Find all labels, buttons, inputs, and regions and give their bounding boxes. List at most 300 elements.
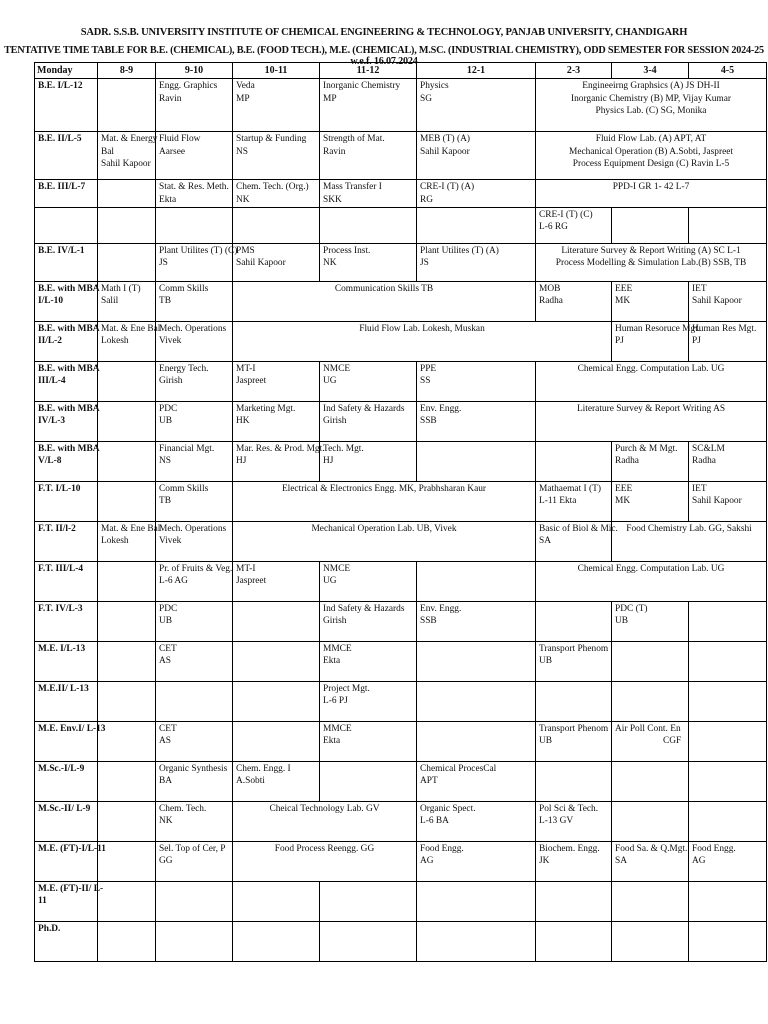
lecture-cell bbox=[320, 762, 417, 802]
cell-line: Energy Tech. bbox=[159, 364, 209, 374]
lecture-cell bbox=[156, 362, 233, 402]
cell-line: Fluid Flow Lab. Lokesh, Muskan bbox=[359, 324, 485, 334]
cell-line: Sahil Kapoor bbox=[420, 146, 470, 157]
lecture-cell bbox=[417, 402, 536, 442]
lecture-cell bbox=[417, 722, 536, 762]
lecture-cell bbox=[536, 482, 612, 522]
cell-line: UG bbox=[323, 576, 337, 587]
class-label bbox=[35, 79, 98, 132]
cell-line: Ravin bbox=[159, 93, 182, 104]
cell-line: Physics Lab. (C) SG, Monika bbox=[595, 106, 707, 116]
slot-header: 12-1 bbox=[417, 63, 536, 79]
lecture-cell bbox=[156, 322, 233, 362]
cell-line: CGF bbox=[663, 736, 682, 747]
cell-line: MK bbox=[615, 496, 631, 507]
cell-line: Mech. Operations bbox=[159, 324, 227, 334]
class-label-line: I/L-10 bbox=[38, 296, 64, 307]
class-label bbox=[35, 922, 98, 962]
lecture-cell bbox=[98, 802, 156, 842]
lecture-cell bbox=[156, 402, 233, 442]
class-label-line: F.T. II/l-2 bbox=[38, 524, 76, 534]
cell-line: Mar. Res. & Prod. Mgt. bbox=[236, 444, 325, 454]
merged-lab-cell bbox=[233, 322, 612, 362]
lecture-cell bbox=[536, 602, 612, 642]
lecture-cell bbox=[156, 882, 233, 922]
lecture-cell bbox=[98, 282, 156, 322]
lecture-cell bbox=[233, 244, 320, 282]
cell-line: NK bbox=[236, 194, 250, 205]
cell-line: Ravin bbox=[323, 146, 346, 157]
cell-line: Chemical ProcesCal bbox=[420, 764, 497, 774]
cell-line: EEE bbox=[615, 484, 633, 494]
class-label-line: IV/L-3 bbox=[38, 416, 66, 427]
cell-line: TB bbox=[159, 296, 171, 307]
lecture-cell bbox=[233, 602, 320, 642]
cell-line: Plant Utilites (T) (C) bbox=[159, 246, 238, 256]
lecture-cell bbox=[156, 562, 233, 602]
cell-line: Chem. Engg. I bbox=[236, 764, 291, 774]
cell-line: Process Equipment Design (C) Ravin L-5 bbox=[572, 159, 730, 169]
class-label bbox=[35, 132, 98, 180]
cell-line: SSB bbox=[420, 616, 437, 627]
lecture-cell bbox=[98, 562, 156, 602]
cell-line: Comm Skills bbox=[159, 484, 209, 494]
lecture-cell bbox=[417, 602, 536, 642]
lecture-cell bbox=[320, 882, 417, 922]
lecture-cell bbox=[320, 722, 417, 762]
cell-line: Project Mgt. bbox=[323, 684, 370, 694]
lecture-cell bbox=[417, 79, 536, 132]
cell-line: Food Chemistry Lab. GG, Sakshi bbox=[626, 524, 752, 534]
cell-line: Chem. Tech. (Org.) bbox=[236, 182, 309, 193]
merged-lab-cell bbox=[536, 132, 767, 180]
lecture-cell bbox=[156, 722, 233, 762]
lecture-cell bbox=[612, 482, 689, 522]
lecture-cell bbox=[689, 208, 767, 244]
cell-line: HK bbox=[236, 416, 250, 427]
merged-lab-cell bbox=[233, 522, 536, 562]
lecture-cell bbox=[536, 442, 612, 482]
cell-line: A.Sobti bbox=[236, 776, 265, 787]
cell-line: Food Engg. bbox=[420, 844, 464, 854]
table-row bbox=[35, 208, 767, 244]
class-label-line: III/L-4 bbox=[38, 376, 66, 387]
class-label bbox=[35, 602, 98, 642]
cell-line: Food Engg. bbox=[692, 844, 736, 854]
lecture-cell bbox=[612, 802, 689, 842]
lecture-cell bbox=[417, 642, 536, 682]
cell-line: PJ bbox=[692, 336, 701, 347]
lecture-cell bbox=[417, 180, 536, 208]
lecture-cell bbox=[612, 882, 689, 922]
cell-line: UB bbox=[159, 616, 173, 627]
table-row bbox=[35, 562, 767, 602]
class-label-line: 11 bbox=[38, 896, 47, 907]
lecture-cell bbox=[98, 762, 156, 802]
cell-line: Engineeirng Graphsics (A) JS DH-II bbox=[582, 81, 720, 92]
class-label bbox=[35, 322, 98, 362]
lecture-cell bbox=[156, 802, 233, 842]
cell-line: Literature Survey & Report Writing AS bbox=[576, 404, 726, 414]
cell-line: HJ bbox=[236, 456, 247, 467]
cell-line: Sahil Kapoor bbox=[236, 258, 286, 269]
cell-line: Radha bbox=[539, 296, 563, 307]
class-label bbox=[35, 180, 98, 208]
lecture-cell bbox=[156, 208, 233, 244]
lecture-cell bbox=[536, 842, 612, 882]
class-label-line: M.E. (FT)-I/L-11 bbox=[38, 844, 106, 854]
lecture-cell bbox=[320, 79, 417, 132]
class-label bbox=[35, 642, 98, 682]
cell-line: RG bbox=[420, 194, 434, 205]
cell-line: Marketing Mgt. bbox=[236, 404, 296, 414]
lecture-cell bbox=[417, 882, 536, 922]
header-row bbox=[35, 63, 767, 79]
lecture-cell bbox=[233, 762, 320, 802]
lecture-cell bbox=[98, 842, 156, 882]
table-row bbox=[35, 762, 767, 802]
cell-line: Math I (T) bbox=[101, 284, 141, 294]
merged-lab-cell bbox=[536, 244, 767, 282]
lecture-cell bbox=[612, 282, 689, 322]
cell-line: Food Sa. & Q.Mgt. bbox=[615, 844, 688, 854]
lecture-cell bbox=[156, 244, 238, 282]
cell-line: L-11 Ekta bbox=[539, 496, 577, 507]
cell-line: NMCE bbox=[323, 564, 351, 574]
lecture-cell bbox=[320, 562, 417, 602]
lecture-cell bbox=[98, 482, 156, 522]
timetable-subtitle: TENTATIVE TIME TABLE FOR B.E. (CHEMICAL), B.E. (FOOD TECH.), M.E. (CHEMICAL), M.SC. (INDUSTRIAL CHEMISTRY), ODD SEMESTER FOR SESSION 2024-25 w.e.f. 16.07.2024 bbox=[4, 45, 764, 67]
lecture-cell bbox=[320, 132, 417, 180]
cell-line: Electrical & Electronics Engg. MK, Prabhsharan Kaur bbox=[281, 484, 487, 494]
cell-line: Process Inst. bbox=[323, 246, 371, 256]
lecture-cell bbox=[536, 522, 618, 562]
class-label-line: B.E. with MBA bbox=[38, 284, 100, 294]
lecture-cell bbox=[689, 282, 767, 322]
lecture-cell bbox=[320, 362, 417, 402]
cell-line: PMS bbox=[236, 246, 255, 256]
cell-line: Mechanical Operation Lab. UB, Vivek bbox=[311, 524, 457, 534]
lecture-cell bbox=[233, 722, 320, 762]
slot-header: 10-11 bbox=[233, 63, 320, 79]
cell-line: Startup & Funding bbox=[236, 134, 307, 145]
cell-line: Lokesh bbox=[101, 336, 129, 347]
cell-line: CET bbox=[159, 644, 177, 654]
lecture-cell bbox=[536, 282, 612, 322]
lecture-cell bbox=[98, 922, 156, 962]
lecture-cell bbox=[689, 642, 767, 682]
table-row bbox=[35, 132, 767, 180]
cell-line: L-6 AG bbox=[159, 576, 188, 587]
merged-lab-cell bbox=[536, 362, 767, 402]
cell-line: MT-I bbox=[236, 364, 256, 374]
slot-header: 4-5 bbox=[689, 63, 767, 79]
lecture-cell bbox=[98, 442, 156, 482]
cell-line: MP bbox=[323, 93, 337, 104]
table-row bbox=[35, 282, 767, 322]
cell-line: MP bbox=[236, 93, 250, 104]
slot-header: 9-10 bbox=[156, 63, 233, 79]
cell-line: Mech. Operations bbox=[159, 524, 227, 534]
lecture-cell bbox=[417, 132, 536, 180]
lecture-cell bbox=[417, 442, 536, 482]
cell-line: Organic Synthesis bbox=[159, 764, 228, 774]
cell-line: MMCE bbox=[323, 644, 352, 654]
lecture-cell bbox=[417, 208, 536, 244]
cell-line: Sel. Top of Cer, P bbox=[159, 844, 226, 854]
merged-lab-cell bbox=[233, 842, 417, 882]
cell-line: Fluid Flow Lab. (A) APT, AT bbox=[595, 134, 707, 145]
lecture-cell bbox=[98, 79, 156, 132]
cell-line: AS bbox=[159, 656, 171, 667]
cell-line: Physics bbox=[420, 81, 449, 92]
table-row bbox=[35, 180, 767, 208]
cell-line: SS bbox=[420, 376, 431, 387]
cell-line: L-13 GV bbox=[539, 816, 574, 827]
cell-line: Purch & M Mgt. bbox=[615, 444, 678, 454]
cell-line: Jaspreet bbox=[236, 376, 267, 387]
cell-line: Env. Engg. bbox=[420, 404, 462, 414]
lecture-cell bbox=[689, 802, 767, 842]
table-row bbox=[35, 522, 767, 562]
lecture-cell bbox=[233, 882, 320, 922]
timetable-body bbox=[35, 79, 767, 962]
cell-line: Chemical Engg. Computation Lab. UG bbox=[577, 564, 725, 574]
lecture-cell bbox=[98, 642, 156, 682]
cell-line: Salil bbox=[101, 296, 119, 307]
class-label-line: B.E. with MBA bbox=[38, 364, 100, 374]
lecture-cell bbox=[156, 482, 233, 522]
cell-line: Pol Sci & Tech. bbox=[539, 804, 599, 814]
class-label bbox=[35, 442, 98, 482]
class-label-line: B.E. with MBA bbox=[38, 404, 100, 414]
cell-line: Chemical Engg. Computation Lab. UG bbox=[577, 364, 725, 374]
table-row bbox=[35, 402, 767, 442]
lecture-cell bbox=[536, 642, 612, 682]
lecture-cell bbox=[98, 402, 156, 442]
lecture-cell bbox=[612, 208, 689, 244]
lecture-cell bbox=[689, 482, 767, 522]
lecture-cell bbox=[233, 402, 320, 442]
lecture-cell bbox=[156, 642, 233, 682]
cell-line: Basic of Biol & Mic. bbox=[539, 524, 618, 534]
lecture-cell bbox=[320, 244, 417, 282]
table-row bbox=[35, 802, 767, 842]
table-row bbox=[35, 244, 767, 282]
lecture-cell bbox=[98, 882, 156, 922]
lecture-cell bbox=[612, 322, 701, 362]
cell-line: Transport Phenom bbox=[539, 724, 609, 734]
lecture-cell bbox=[233, 362, 320, 402]
lecture-cell bbox=[417, 244, 536, 282]
cell-line: Inorganic Chemistry bbox=[323, 81, 401, 92]
cell-line: JS bbox=[159, 258, 168, 269]
lecture-cell bbox=[320, 402, 417, 442]
lecture-cell bbox=[417, 362, 536, 402]
lecture-cell bbox=[156, 282, 233, 322]
class-label-line: B.E. I/L-12 bbox=[38, 81, 83, 92]
cell-line: Human Res Mgt. bbox=[692, 324, 757, 334]
cell-line: NS bbox=[159, 456, 171, 467]
class-label-line: M.E.II/ L-13 bbox=[38, 684, 89, 694]
cell-line: Ekta bbox=[159, 194, 177, 205]
cell-line: UB bbox=[539, 736, 553, 747]
cell-line: Air Poll Cont. En bbox=[615, 724, 681, 734]
cell-line: UB bbox=[159, 416, 173, 427]
class-label bbox=[35, 882, 104, 922]
lecture-cell bbox=[612, 602, 689, 642]
cell-line: PDC bbox=[159, 604, 178, 614]
cell-line: Mass Transfer I bbox=[323, 182, 382, 193]
cell-line: Mechanical Operation (B) A.Sobti, Jaspreet bbox=[568, 146, 734, 157]
cell-line: PDC (T) bbox=[615, 604, 648, 614]
cell-line: SKK bbox=[323, 194, 342, 205]
lecture-cell bbox=[98, 362, 156, 402]
cell-line: PJ bbox=[615, 336, 624, 347]
cell-line: Girish bbox=[323, 616, 347, 627]
class-label-line: M.Sc.-II/ L-9 bbox=[38, 804, 91, 814]
lecture-cell bbox=[320, 642, 417, 682]
lecture-cell bbox=[156, 842, 233, 882]
class-label bbox=[35, 762, 98, 802]
class-label bbox=[35, 682, 98, 722]
cell-line: Fluid Flow bbox=[159, 134, 201, 145]
lecture-cell bbox=[156, 79, 233, 132]
cell-line: IET bbox=[692, 484, 707, 494]
class-label bbox=[35, 802, 98, 842]
slot-header: 3-4 bbox=[612, 63, 689, 79]
class-label bbox=[35, 402, 98, 442]
cell-line: NK bbox=[159, 816, 173, 827]
cell-line: Sahil Kapoor bbox=[692, 296, 742, 307]
table-row bbox=[35, 79, 767, 132]
cell-line: MK bbox=[615, 296, 631, 307]
cell-line: Literature Survey & Report Writing (A) SC L-1 bbox=[561, 246, 741, 256]
cell-line: Girish bbox=[323, 416, 347, 427]
table-row bbox=[35, 602, 767, 642]
cell-line: CRE-I (T) (A) bbox=[420, 182, 475, 193]
lecture-cell bbox=[689, 442, 767, 482]
class-label-line: M.E. (FT)-II/ L- bbox=[38, 884, 104, 894]
table-row bbox=[35, 322, 767, 362]
cell-line: Girish bbox=[159, 376, 183, 387]
lecture-cell bbox=[156, 602, 233, 642]
cell-line: Bal bbox=[101, 146, 115, 157]
lecture-cell bbox=[156, 442, 233, 482]
table-row bbox=[35, 482, 767, 522]
lecture-cell bbox=[536, 762, 612, 802]
class-label bbox=[35, 842, 106, 882]
class-label-line: B.E. III/L-7 bbox=[38, 182, 86, 193]
table-row bbox=[35, 882, 767, 922]
lecture-cell bbox=[612, 442, 689, 482]
lecture-cell bbox=[156, 180, 233, 208]
cell-line: MMCE bbox=[323, 724, 352, 734]
class-label-line: II/L-2 bbox=[38, 336, 62, 347]
cell-line: NK bbox=[323, 258, 337, 269]
cell-line: AG bbox=[420, 856, 434, 867]
class-label-line: M.E. I/L-13 bbox=[38, 644, 86, 654]
cell-line: AS bbox=[159, 736, 171, 747]
cell-line: Mat. & Energy bbox=[101, 134, 158, 145]
merged-lab-cell bbox=[536, 562, 767, 602]
class-label bbox=[35, 562, 98, 602]
lecture-cell bbox=[320, 180, 417, 208]
cell-line: Ind Safety & Hazards bbox=[323, 604, 405, 614]
lecture-cell bbox=[612, 642, 689, 682]
cell-line: Tech. Mgt. bbox=[323, 444, 364, 454]
cell-line: Chem. Tech. bbox=[159, 804, 207, 814]
cell-line: Mat. & Ene Bal bbox=[101, 524, 161, 534]
cell-line: Transport Phenom bbox=[539, 644, 609, 654]
lecture-cell bbox=[233, 208, 320, 244]
lecture-cell bbox=[612, 762, 689, 802]
table-row bbox=[35, 682, 767, 722]
cell-line: Human Resoruce Mgt. bbox=[615, 324, 701, 334]
cell-line: Radha bbox=[692, 456, 716, 467]
cell-line: SA bbox=[539, 536, 551, 547]
lecture-cell bbox=[689, 602, 767, 642]
lecture-cell bbox=[536, 802, 612, 842]
cell-line: MT-I bbox=[236, 564, 256, 574]
cell-line: Pr. of Fruits & Veg. bbox=[159, 564, 233, 574]
cell-line: Vivek bbox=[159, 536, 182, 547]
lecture-cell bbox=[156, 762, 233, 802]
merged-lab-cell bbox=[233, 482, 536, 522]
slot-header: 2-3 bbox=[536, 63, 612, 79]
lecture-cell bbox=[536, 882, 612, 922]
class-label bbox=[35, 282, 98, 322]
cell-line: Strength of Mat. bbox=[323, 134, 385, 145]
cell-line: IET bbox=[692, 284, 707, 294]
lecture-cell bbox=[98, 602, 156, 642]
class-label bbox=[35, 362, 98, 402]
cell-line: Jaspreet bbox=[236, 576, 267, 587]
lecture-cell bbox=[417, 802, 536, 842]
class-label bbox=[35, 482, 98, 522]
lecture-cell bbox=[233, 180, 320, 208]
cell-line: MEB (T) (A) bbox=[420, 134, 470, 145]
class-label-line: F.T. III/L-4 bbox=[38, 564, 84, 574]
cell-line: L-6 BA bbox=[420, 816, 449, 827]
lecture-cell bbox=[233, 922, 320, 962]
table-row bbox=[35, 642, 767, 682]
cell-line: SC&LM bbox=[692, 444, 725, 454]
lecture-cell bbox=[320, 442, 417, 482]
lecture-cell bbox=[98, 522, 161, 562]
cell-line: EEE bbox=[615, 284, 633, 294]
class-label-line: F.T. IV/L-3 bbox=[38, 604, 83, 614]
lecture-cell bbox=[156, 132, 233, 180]
class-label bbox=[35, 244, 98, 282]
cell-line: Stat. & Res. Meth. bbox=[159, 182, 229, 193]
cell-line: HJ bbox=[323, 456, 334, 467]
cell-line: L-6 RG bbox=[539, 222, 568, 233]
cell-line: PDC bbox=[159, 404, 178, 414]
cell-line: UG bbox=[323, 376, 337, 387]
table-row bbox=[35, 362, 767, 402]
lecture-cell bbox=[689, 322, 767, 362]
lecture-cell bbox=[233, 132, 320, 180]
cell-line: TB bbox=[159, 496, 171, 507]
cell-line: JK bbox=[539, 856, 550, 867]
cell-line: Communication Skills TB bbox=[334, 284, 434, 294]
slot-header: 8-9 bbox=[98, 63, 156, 79]
lecture-cell bbox=[612, 922, 689, 962]
lecture-cell bbox=[536, 922, 612, 962]
cell-line: Sahil Kapoor bbox=[101, 159, 151, 169]
cell-line: Comm Skills bbox=[159, 284, 209, 294]
